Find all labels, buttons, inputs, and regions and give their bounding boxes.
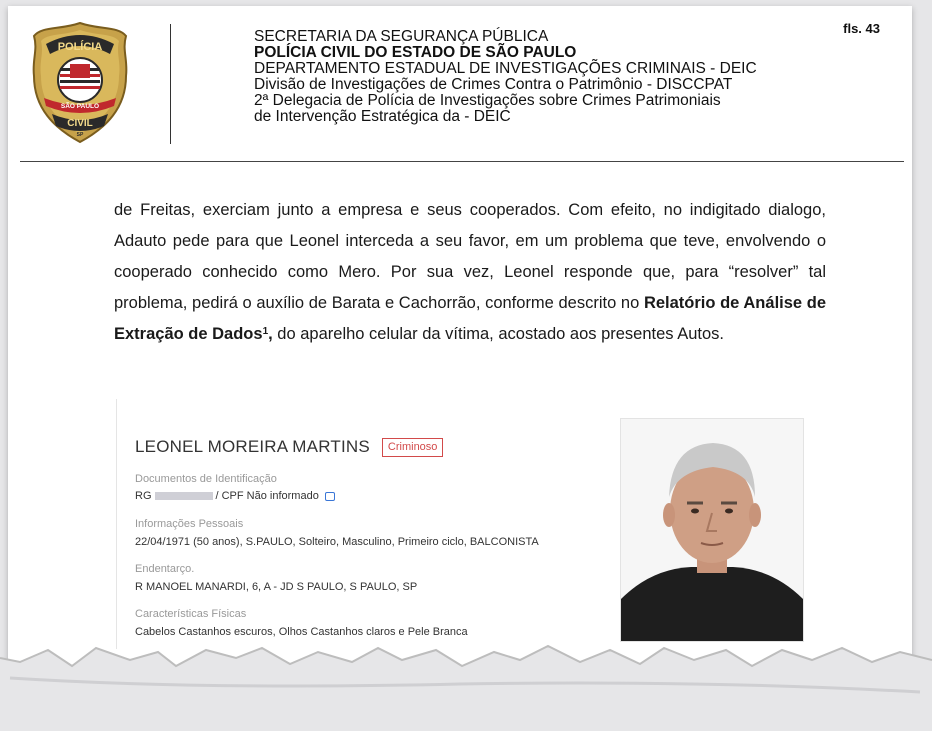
header-rule [20,161,904,162]
paragraph-text-start: de Freitas, exerciam junto a empresa e seus cooperados. Com efeito, no indigitado dialogo, Adauto pede para que Leonel interceda a seu favor, em um problema que teve, envolvendo o cooperado conhecido como Mero. Por sua vez, Leonel responde que, para “resolver” tal problema, pedirá o auxílio de Barata e Cachorrão, conforme descrito no [114,201,826,312]
documents-value [135,490,335,502]
header-divider-vertical [170,24,171,144]
address-label: Endentarço. [135,563,195,575]
torn-paper-edge [0,600,932,731]
footnote-marker: 1 [262,326,269,337]
cpf-text: / CPF Não informado [215,490,319,502]
physical-value: Cabelos Castanhos escuros, Olhos Castanhos claros e Pele Branca [135,626,468,638]
personal-info-value: 22/04/1971 (50 anos), S.PAULO, Solteiro, Masculino, Primeiro ciclo, BALCONISTA [135,536,539,548]
documents-label: Documentos de Identificação [135,473,277,485]
address-value: R MANOEL MANARDI, 6, A - JD S PAULO, S PAULO, SP [135,581,418,593]
record-name-row [135,437,443,457]
header-line-6: de Intervenção Estratégica da - DEIC [254,108,511,125]
svg-text:CIVIL: CIVIL [67,118,93,129]
redacted-rg [155,492,213,500]
header-line-5: 2ª Delegacia de Polícia de Investigações sobre Crimes Patrimoniais [254,92,721,109]
svg-text:SÃO PAULO: SÃO PAULO [60,103,100,110]
header-line-4: Divisão de Investigações de Crimes Contra o Patrimônio - DISCCPAT [254,76,733,93]
reference-comma: , [268,325,273,343]
record-name: LEONEL MOREIRA MARTINS [135,437,370,456]
header-line-3: DEPARTAMENTO ESTADUAL DE INVESTIGAÇÕES CRIMINAIS - DEIC [254,60,757,77]
svg-text:POLÍCIA: POLÍCIA [57,41,103,53]
letterhead [254,29,757,125]
status-badge: Criminoso [382,438,444,457]
police-badge-logo [30,20,130,146]
svg-text:SP: SP [76,132,84,138]
header-line-1: SECRETARIA DA SEGURANÇA PÚBLICA [254,28,549,45]
header-line-2: POLÍCIA CIVIL DO ESTADO DE SÃO PAULO [254,44,577,61]
body-paragraph [114,195,826,350]
rg-prefix: RG [135,490,152,502]
report-reference: Relatório de Análise de Extração de Dados [114,294,826,343]
paragraph-text-end: do aparelho celular da vítima, acostado aos presentes Autos. [272,325,724,343]
personal-info-label: Informações Pessoais [135,518,244,530]
page-number: fls. 43 [843,21,880,36]
document-page [8,6,912,678]
copy-icon[interactable] [325,492,335,501]
physical-label: Características Físicas [135,608,247,620]
